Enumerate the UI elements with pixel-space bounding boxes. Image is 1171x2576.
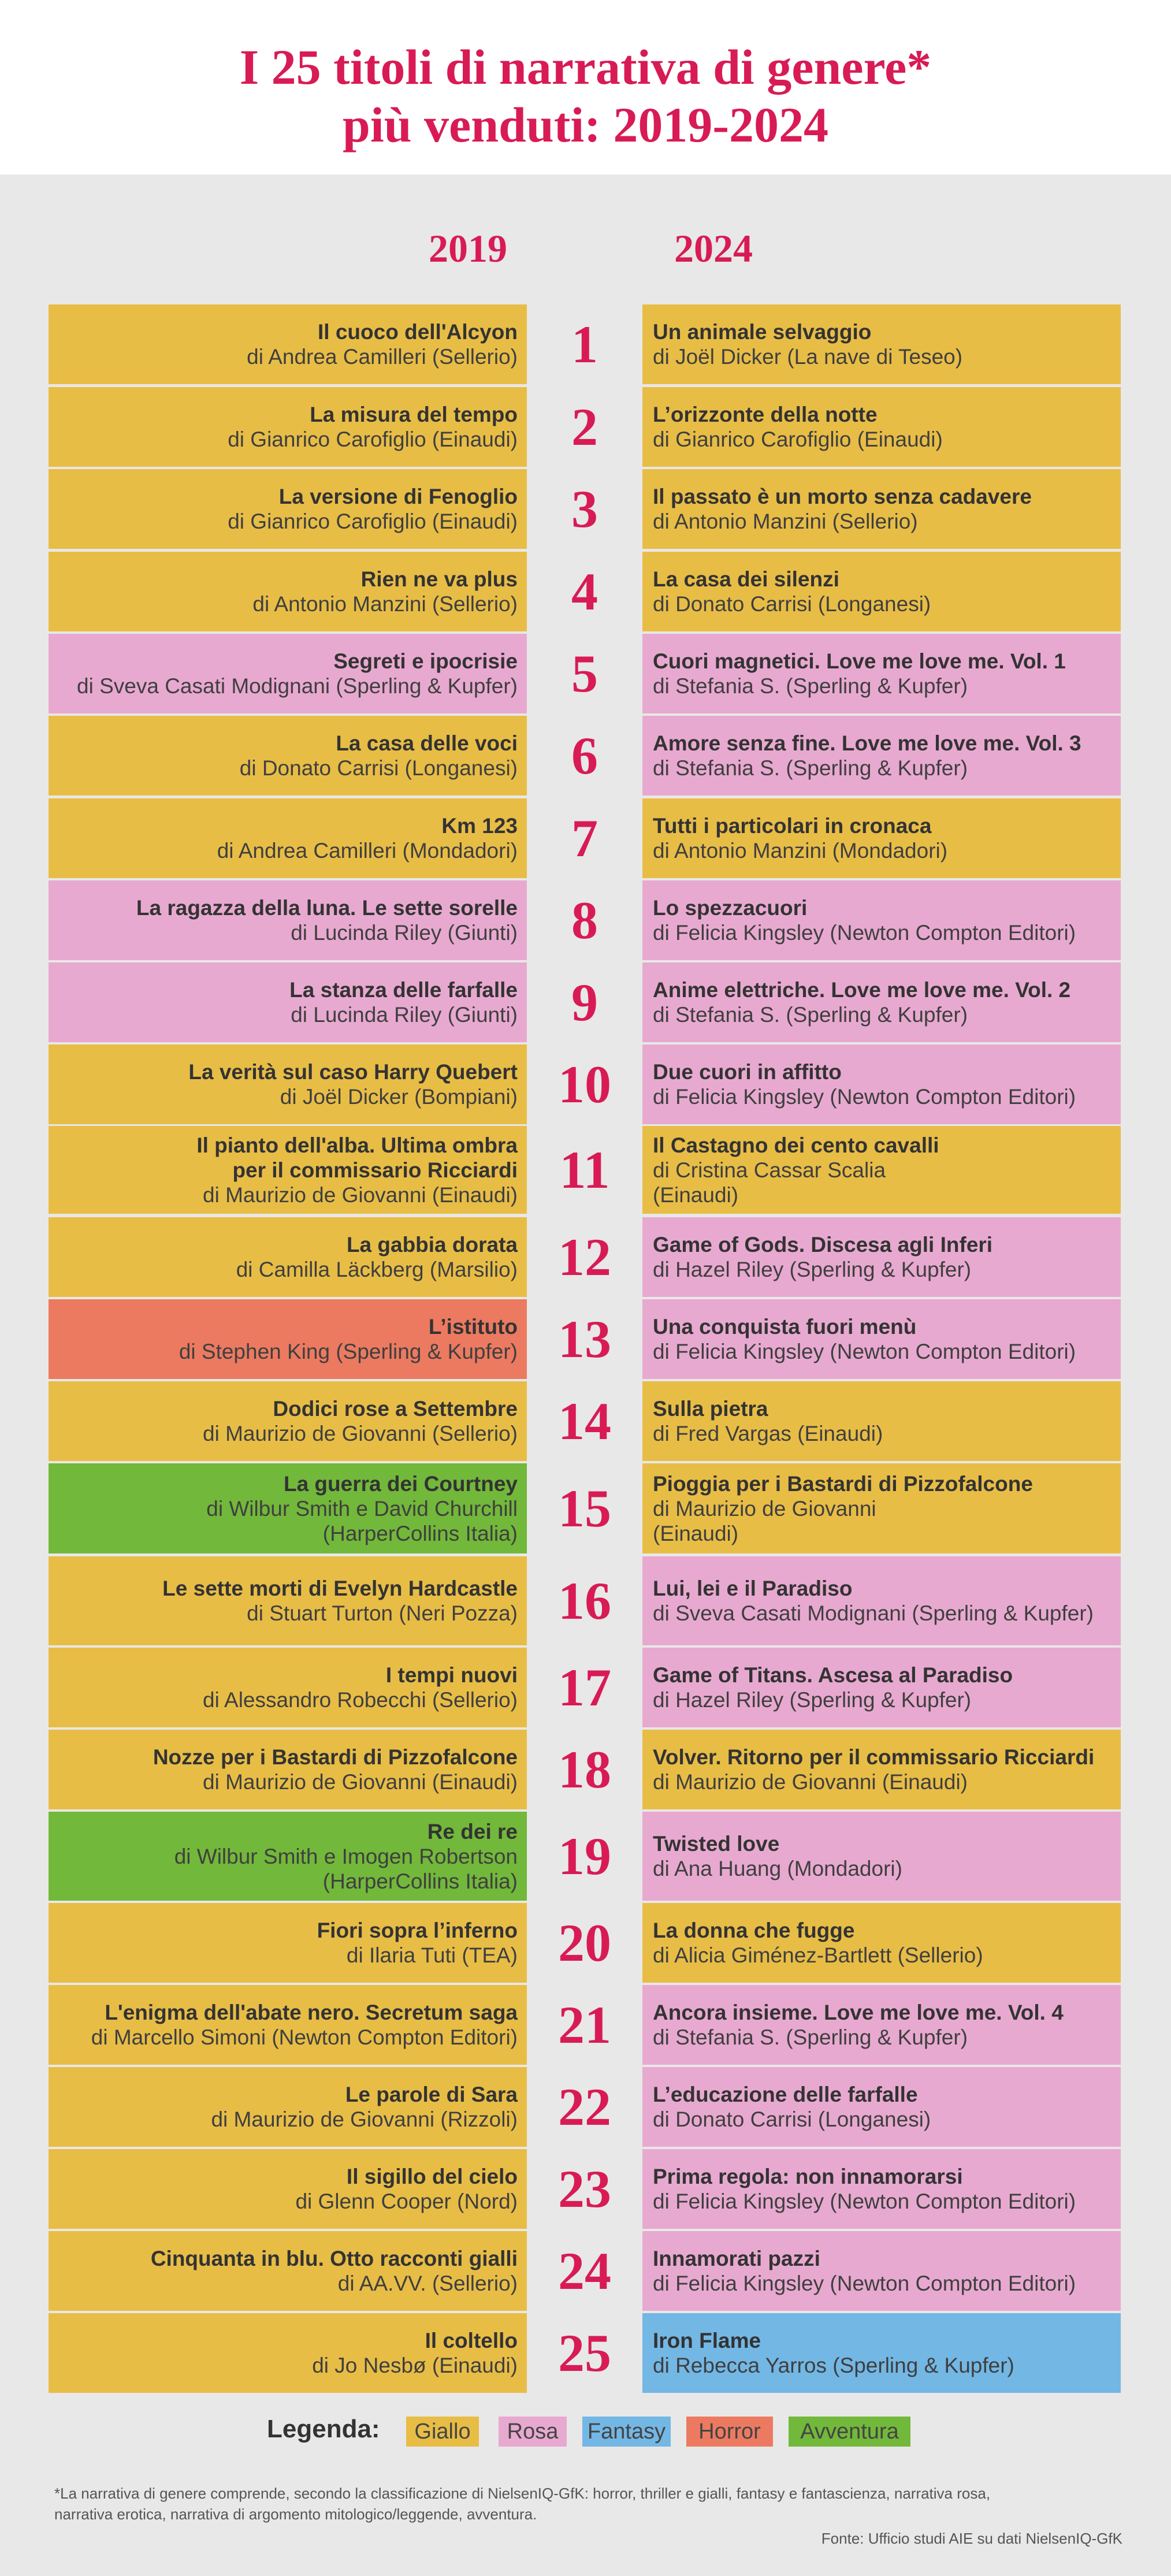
entry-2024-rank-8 [642, 880, 1121, 960]
entry-2019-rank-6 [49, 716, 527, 796]
book-author: di Andrea Camilleri (Sellerio) [247, 345, 518, 369]
book-title: Un animale selvaggio [653, 320, 872, 344]
book-title: Lo spezzacuori [653, 896, 808, 920]
rank-number: 11 [559, 1140, 610, 1199]
book-author: di Jo Nesbø (Einaudi) [312, 2354, 518, 2377]
book-title-cont: per il commissario Ricciardi [232, 1158, 518, 1182]
book-title: Dodici rose a Settembre [273, 1397, 518, 1421]
footnote-line-1: *La narrativa di genere comprende, secondo la classificazione di NielsenIQ-GfK: horror, thriller e gialli, fantasy e fantascienza, narrativa rosa, [54, 2485, 991, 2502]
book-author: di Felicia Kingsley (Newton Compton Editori) [653, 1340, 1076, 1363]
page-title [0, 38, 1171, 154]
entry-2019-rank-11 [49, 1126, 527, 1214]
entry-2024-rank-13 [642, 1299, 1121, 1379]
book-title: Una conquista fuori menù [653, 1315, 917, 1339]
book-author: di Ilaria Tuti (TEA) [346, 1943, 518, 1967]
entry-2024-rank-2 [642, 387, 1121, 467]
book-title: Le parole di Sara [345, 2083, 518, 2106]
book-title: Due cuori in affitto [653, 1060, 842, 1084]
entry-2024-rank-3 [642, 469, 1121, 549]
book-author: di Fred Vargas (Einaudi) [653, 1422, 883, 1445]
entry-2024-rank-15 [642, 1463, 1121, 1553]
book-title: La versione di Fenoglio [278, 485, 518, 508]
book-author: di Felicia Kingsley (Newton Compton Editori) [653, 1085, 1076, 1109]
book-title: Il sigillo del cielo [346, 2165, 518, 2188]
rank-number: 3 [571, 479, 598, 538]
entry-2019-rank-13 [49, 1299, 527, 1379]
book-title: Game of Titans. Ascesa al Paradiso [653, 1663, 1013, 1687]
book-author: di Maurizio de Giovanni (Einaudi) [203, 1770, 518, 1794]
book-title: Cinquanta in blu. Otto racconti gialli [150, 2247, 518, 2270]
legend-label: Legenda: [267, 2415, 380, 2443]
rank-number: 7 [571, 809, 598, 868]
book-title: Anime elettriche. Love me love me. Vol. 2 [653, 978, 1071, 1002]
legend-chip-horror: Horror [686, 2417, 773, 2447]
book-author: di Wilbur Smith e Imogen Robertson [174, 1844, 518, 1868]
rank-number: 19 [558, 1827, 611, 1886]
rank-number: 4 [571, 562, 598, 621]
legend-chip-avventura: Avventura [789, 2417, 910, 2447]
rank-number: 23 [558, 2159, 611, 2218]
footnote [54, 2483, 1129, 2525]
entry-2024-rank-6 [642, 716, 1121, 796]
book-title: Iron Flame [653, 2329, 761, 2352]
book-title: Amore senza fine. Love me love me. Vol. 3 [653, 731, 1081, 755]
entry-2019-rank-4 [49, 552, 527, 631]
book-author: di AA.VV. (Sellerio) [337, 2272, 518, 2295]
entry-2024-rank-22 [642, 2067, 1121, 2147]
book-author: di Hazel Riley (Sperling & Kupfer) [653, 1688, 972, 1712]
entry-2019-rank-24 [49, 2231, 527, 2311]
book-author: di Stephen King (Sperling & Kupfer) [179, 1340, 518, 1363]
book-author: di Maurizio de Giovanni (Einaudi) [203, 1183, 518, 1207]
book-title: Prima regola: non innamorarsi [653, 2165, 963, 2188]
book-author: di Maurizio de Giovanni (Rizzoli) [211, 2107, 518, 2131]
rank-number: 15 [558, 1479, 611, 1538]
entry-2019-rank-8 [49, 880, 527, 960]
book-title: L’orizzonte della notte [653, 403, 878, 426]
book-author: di Stefania S. (Sperling & Kupfer) [653, 756, 968, 780]
rank-number: 5 [571, 644, 598, 703]
book-author: di Felicia Kingsley (Newton Compton Editori) [653, 921, 1076, 945]
rank-number: 21 [558, 1995, 611, 2054]
entry-2019-rank-16 [49, 1556, 527, 1645]
book-author: di Lucinda Riley (Giunti) [291, 1003, 518, 1027]
entry-2019-rank-1 [49, 304, 527, 384]
entry-2024-rank-1 [642, 304, 1121, 384]
book-author: di Antonio Manzini (Sellerio) [252, 592, 518, 616]
book-author-cont: (Einaudi) [653, 1521, 739, 1545]
entry-2019-rank-15 [49, 1463, 527, 1553]
book-author: di Camilla Läckberg (Marsilio) [236, 1258, 518, 1281]
rank-number: 6 [571, 726, 598, 785]
entry-2019-rank-10 [49, 1044, 527, 1124]
book-title: Game of Gods. Discesa agli Inferi [653, 1233, 993, 1257]
entry-2024-rank-10 [642, 1044, 1121, 1124]
book-title: La stanza delle farfalle [289, 978, 518, 1002]
rank-number: 25 [558, 2324, 611, 2382]
book-title: Fiori sopra l’inferno [317, 1919, 518, 1942]
rank-number: 24 [558, 2242, 611, 2300]
book-title: La casa dei silenzi [653, 567, 839, 591]
book-author: di Cristina Cassar Scalia [653, 1158, 886, 1182]
entry-2024-rank-25 [642, 2313, 1121, 2393]
book-author: di Gianrico Carofiglio (Einaudi) [653, 428, 943, 451]
rank-number: 18 [558, 1740, 611, 1799]
entry-2024-rank-20 [642, 1903, 1121, 1983]
entry-2019-rank-9 [49, 962, 527, 1042]
rank-number: 13 [558, 1310, 611, 1369]
book-author: di Gianrico Carofiglio (Einaudi) [228, 428, 518, 451]
source-note: Fonte: Ufficio studi AIE su dati NielsenIQ-GfK [821, 2530, 1122, 2547]
entry-2019-rank-14 [49, 1381, 527, 1461]
book-title: Le sette morti di Evelyn Hardcastle [162, 1577, 518, 1600]
book-title: La misura del tempo [310, 403, 518, 426]
legend-chip-rosa: Rosa [499, 2417, 567, 2447]
title-line-1: I 25 titoli di narrativa di genere* [239, 39, 932, 95]
rank-number: 12 [558, 1228, 611, 1287]
book-title: Il passato è un morto senza cadavere [653, 485, 1032, 508]
book-author-cont: (Einaudi) [653, 1183, 739, 1207]
book-title: La donna che fugge [653, 1919, 855, 1942]
book-author: di Stefania S. (Sperling & Kupfer) [653, 2025, 968, 2049]
entry-2019-rank-25 [49, 2313, 527, 2393]
year-2019-heading: 2019 [429, 226, 507, 270]
book-title: I tempi nuovi [385, 1663, 518, 1687]
legend-chip-fantasy: Fantasy [582, 2417, 671, 2447]
book-author: di Wilbur Smith e David Churchill [206, 1496, 518, 1521]
rank-number: 17 [558, 1658, 611, 1717]
entry-2019-rank-19 [49, 1812, 527, 1901]
book-title: Il coltello [425, 2329, 518, 2352]
book-author: di Maurizio de Giovanni [653, 1496, 876, 1521]
book-title: Pioggia per i Bastardi di Pizzofalcone [653, 1471, 1033, 1496]
book-author: di Joël Dicker (Bompiani) [280, 1085, 518, 1109]
book-author: di Maurizio de Giovanni (Sellerio) [203, 1422, 518, 1445]
book-author: di Andrea Camilleri (Mondadori) [217, 839, 518, 863]
entry-2019-rank-22 [49, 2067, 527, 2147]
book-title: Volver. Ritorno per il commissario Ricciardi [653, 1745, 1095, 1769]
entry-2024-rank-12 [642, 1217, 1121, 1297]
entry-2024-rank-9 [642, 962, 1121, 1042]
entry-2024-rank-11 [642, 1126, 1121, 1214]
book-title: La guerra dei Courtney [283, 1471, 518, 1496]
rank-number: 1 [571, 315, 598, 374]
book-author-cont: (HarperCollins Italia) [322, 1521, 518, 1545]
entry-2019-rank-20 [49, 1903, 527, 1983]
book-title: Re dei re [427, 1819, 518, 1843]
entry-2019-rank-3 [49, 469, 527, 549]
book-author: di Donato Carrisi (Longanesi) [239, 756, 518, 780]
book-title: Il pianto dell'alba. Ultima ombra [196, 1133, 518, 1157]
entry-2024-rank-17 [642, 1648, 1121, 1727]
book-author: di Hazel Riley (Sperling & Kupfer) [653, 1258, 972, 1281]
entry-2019-rank-23 [49, 2149, 527, 2229]
book-title: La verità sul caso Harry Quebert [188, 1060, 518, 1084]
book-author: di Rebecca Yarros (Sperling & Kupfer) [653, 2354, 1014, 2377]
book-author: di Donato Carrisi (Longanesi) [653, 592, 931, 616]
rank-number: 14 [558, 1392, 611, 1451]
book-author: di Donato Carrisi (Longanesi) [653, 2107, 931, 2131]
entry-2024-rank-16 [642, 1556, 1121, 1645]
book-author: di Antonio Manzini (Mondadori) [653, 839, 948, 863]
book-author: di Sveva Casati Modignani (Sperling & Kupfer) [77, 674, 518, 698]
entry-2024-rank-7 [642, 798, 1121, 878]
book-title: Il cuoco dell'Alcyon [318, 320, 518, 344]
book-author: di Felicia Kingsley (Newton Compton Editori) [653, 2272, 1076, 2295]
book-author: di Felicia Kingsley (Newton Compton Editori) [653, 2190, 1076, 2213]
book-title: La casa delle voci [336, 731, 518, 755]
footnote-line-2: narrativa erotica, narrativa di argomento mitologico/leggende, avventura. [54, 2506, 537, 2523]
book-title: Il Castagno dei cento cavalli [653, 1133, 939, 1157]
book-title: L’istituto [428, 1315, 518, 1339]
rank-number: 8 [571, 891, 598, 950]
entry-2024-rank-21 [642, 1985, 1121, 2065]
year-2024-heading: 2024 [674, 226, 753, 270]
book-title: Tutti i particolari in cronaca [653, 814, 932, 838]
book-title: Twisted love [653, 1832, 780, 1856]
rank-number: 20 [558, 1913, 611, 1972]
book-author: di Glenn Cooper (Nord) [295, 2190, 518, 2213]
rank-number: 10 [558, 1055, 611, 1114]
rank-number: 2 [571, 397, 598, 456]
book-author: di Stefania S. (Sperling & Kupfer) [653, 674, 968, 698]
book-author: di Lucinda Riley (Giunti) [291, 921, 518, 945]
entry-2024-rank-14 [642, 1381, 1121, 1461]
book-title: L’educazione delle farfalle [653, 2083, 918, 2106]
entry-2024-rank-4 [642, 552, 1121, 631]
book-title: Segreti e ipocrisie [333, 649, 518, 673]
book-author: di Sveva Casati Modignani (Sperling & Kupfer) [653, 1601, 1094, 1625]
rank-number: 16 [558, 1571, 611, 1630]
entry-2019-rank-7 [49, 798, 527, 878]
book-author: di Stuart Turton (Neri Pozza) [247, 1601, 518, 1625]
rank-number: 22 [558, 2077, 611, 2136]
book-author: di Marcello Simoni (Newton Compton Editori) [91, 2025, 518, 2049]
book-author-cont: (HarperCollins Italia) [322, 1869, 518, 1893]
book-title: Nozze per i Bastardi di Pizzofalcone [153, 1745, 518, 1769]
book-title: Ancora insieme. Love me love me. Vol. 4 [653, 2001, 1064, 2024]
entry-2024-rank-23 [642, 2149, 1121, 2229]
book-title: Rien ne va plus [360, 567, 518, 591]
book-author: di Stefania S. (Sperling & Kupfer) [653, 1003, 968, 1027]
entry-2024-rank-18 [642, 1730, 1121, 1809]
book-title: Km 123 [441, 814, 518, 838]
entry-2019-rank-2 [49, 387, 527, 467]
entry-2024-rank-5 [642, 634, 1121, 713]
entry-2024-rank-19 [642, 1812, 1121, 1901]
legend-chip-giallo: Giallo [406, 2417, 479, 2447]
book-author: di Gianrico Carofiglio (Einaudi) [228, 510, 518, 533]
book-author: di Antonio Manzini (Sellerio) [653, 510, 918, 533]
book-title: Sulla pietra [653, 1397, 768, 1421]
book-author: di Maurizio de Giovanni (Einaudi) [653, 1770, 968, 1794]
book-title: Cuori magnetici. Love me love me. Vol. 1 [653, 649, 1066, 673]
book-title: La ragazza della luna. Le sette sorelle [136, 896, 518, 920]
book-author: di Ana Huang (Mondadori) [653, 1857, 902, 1880]
title-line-2: più venduti: 2019-2024 [342, 97, 829, 153]
entry-2019-rank-18 [49, 1730, 527, 1809]
book-author: di Alessandro Robecchi (Sellerio) [203, 1688, 518, 1712]
entry-2019-rank-21 [49, 1985, 527, 2065]
book-title: La gabbia dorata [346, 1233, 518, 1257]
entry-2019-rank-5 [49, 634, 527, 713]
entry-2019-rank-12 [49, 1217, 527, 1297]
book-title: Lui, lei e il Paradiso [653, 1577, 853, 1600]
entry-2024-rank-24 [642, 2231, 1121, 2311]
entry-2019-rank-17 [49, 1648, 527, 1727]
book-author: di Alicia Giménez-Bartlett (Sellerio) [653, 1943, 983, 1967]
book-title: L'enigma dell'abate nero. Secretum saga [105, 2001, 518, 2024]
book-author: di Joël Dicker (La nave di Teseo) [653, 345, 963, 369]
rank-number: 9 [571, 973, 598, 1032]
book-title: Innamorati pazzi [653, 2247, 820, 2270]
